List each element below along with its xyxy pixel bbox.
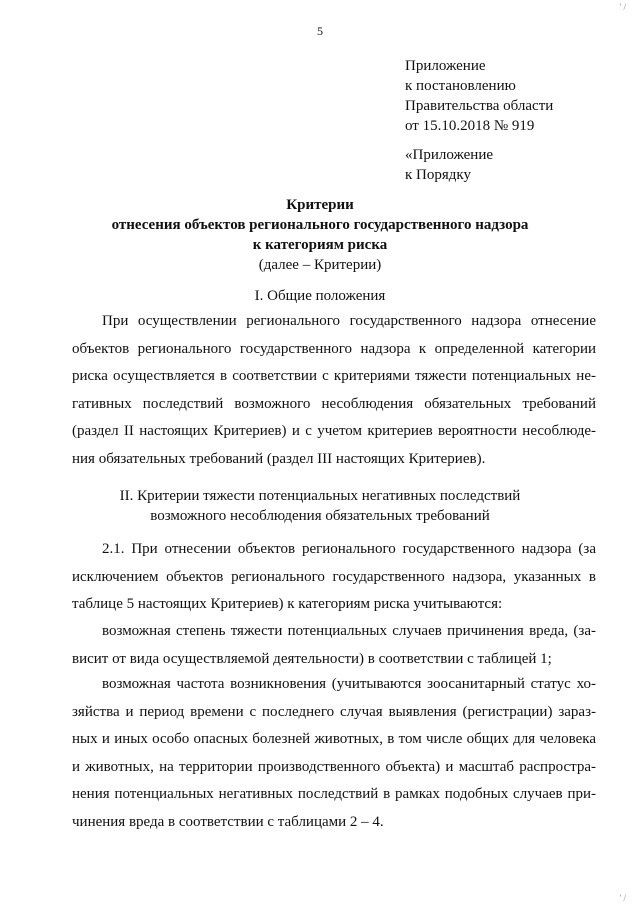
text-line: исключением объектов регионального государственного надзора, указанных в [72,568,596,585]
section2-heading [0,486,640,526]
text-line: возможная частота возникновения (учитываются зоосанитарный статус хо- [102,676,596,692]
text-line: висит от вида осуществляемой деятельности) в соответствии с таблицей 1; [72,650,552,667]
appendix-line: от 15.10.2018 № 919 [405,118,535,134]
text-line: объектов регионального государственного надзора к определенной категории [72,340,596,357]
title-line: к категориям риска [252,237,388,253]
appendix-line: Правительства области [405,98,554,114]
appendix2-line: «Приложение [405,147,494,163]
text-line: ния обязательных требований (раздел III настоящих Критериев). [72,450,486,467]
appendix-reference [405,56,553,136]
section2-paragraph-3 [72,671,596,836]
section2-paragraph-2 [72,618,596,673]
text-line: риска осуществляется в соответствии с критериями тяжести потенциальных не- [72,368,596,384]
text-line: гативных последствий возможного несоблюдения обязательных требований [72,395,596,412]
text-line: При осуществлении регионального государственного надзора отнесение [102,313,596,329]
title-line: Критерии [286,197,354,213]
section2-heading-line: II. Критерии тяжести потенциальных негативных последствий [119,488,521,504]
text-line: ных и иных особо опасных болезней животных, в том числе общих для человека [72,731,596,747]
text-line: нения потенциальных негативных последствий в рамках подобных случаев при- [72,786,596,802]
text-line: зяйства и период времени с последнего случая выявления (регистрации) зараз- [72,703,596,720]
text-line: чинения вреда в соответствии с таблицами 2 – 4. [72,813,384,830]
text-line: возможная степень тяжести потенциальных случаев причинения вреда, (за- [102,623,596,639]
text-line: 2.1. При отнесении объектов регионального государственного надзора (за [102,541,596,557]
title-line: отнесения объектов регионального государственного надзора [111,217,529,233]
document-title [0,195,640,275]
appendix-line: Приложение [405,58,486,74]
appendix-line: к постановлению [405,78,516,94]
text-line: таблице 5 настоящих Критериев) к категориям риска учитываются: [72,596,503,612]
text-line: (раздел II настоящих Критериев) и с учетом критериев вероятности несоблюде- [72,423,596,439]
section2-heading-line: возможного несоблюдения обязательных требований [150,508,490,524]
page-number: 5 [317,24,323,38]
title-subtitle: (далее – Критерии) [258,257,382,273]
text-line: и животных, на территории производственного объекта) и масштаб распростра- [72,758,596,775]
section1-paragraph [72,308,596,473]
section1-heading: I. Общие положения [254,288,386,304]
corner-mark-top: ' / [619,2,626,12]
corner-mark-bottom: ' / [619,893,626,903]
section2-paragraph-1 [72,536,596,619]
appendix2-line: к Порядку [405,167,471,183]
appendix-to-procedure [405,145,493,185]
